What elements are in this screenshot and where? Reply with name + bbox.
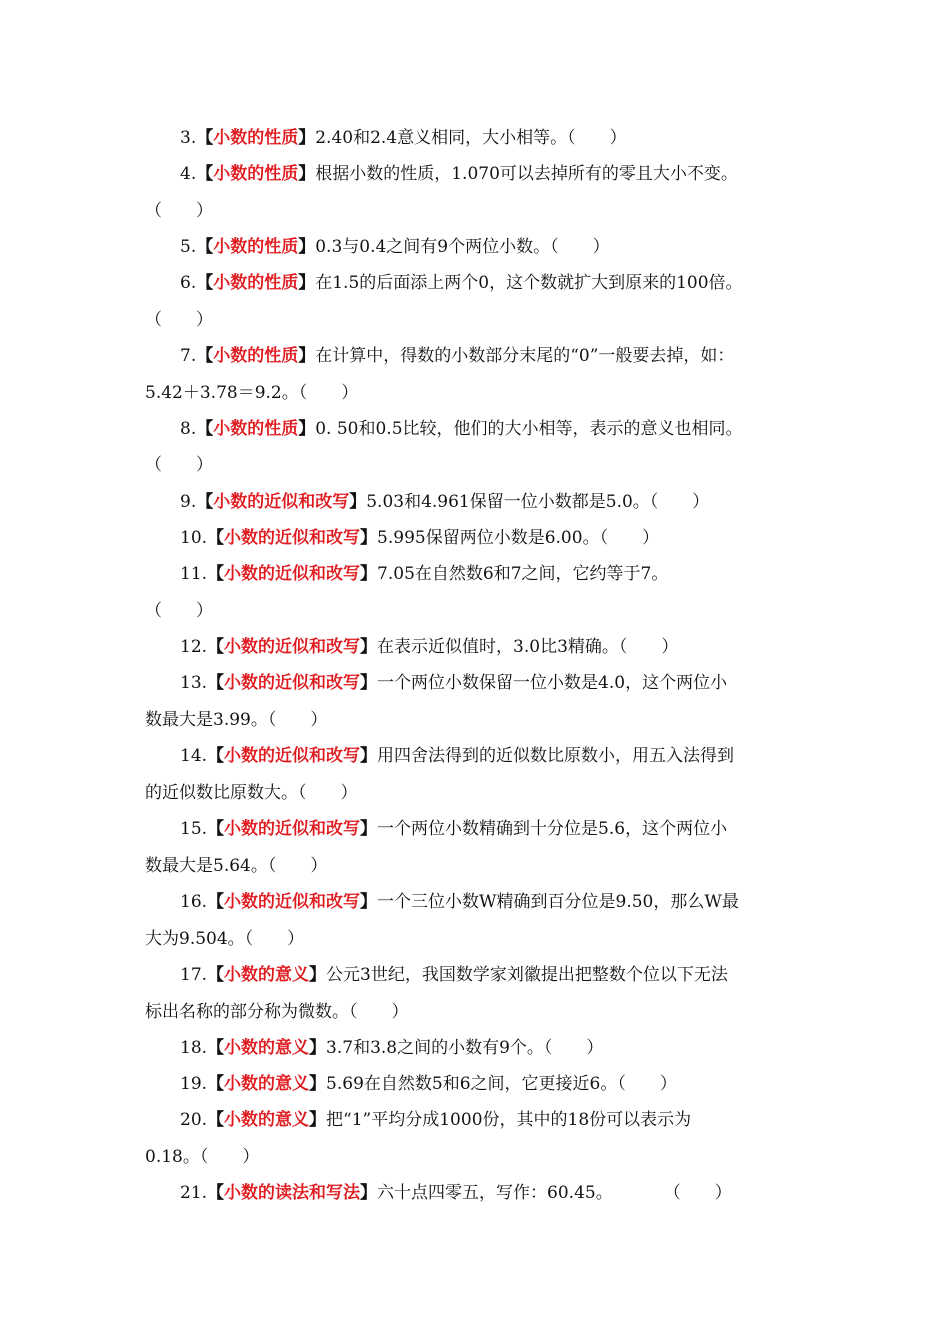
question-topic: 小数的近似和改写	[224, 673, 361, 693]
question-number: 17.	[180, 965, 208, 985]
question-topic: 小数的近似和改写	[213, 492, 350, 512]
bracket-open: 【	[196, 273, 214, 293]
bracket-open: 【	[196, 128, 214, 148]
bracket-open: 【	[207, 528, 225, 548]
bracket-close: 】	[298, 346, 316, 366]
question-8-line-1	[180, 411, 860, 447]
bracket-close: 】	[360, 746, 378, 766]
question-topic: 小数的性质	[213, 164, 299, 184]
question-number: 20.	[180, 1110, 208, 1130]
question-18-line-1	[180, 1030, 860, 1066]
question-20-line-2: 0.18。（ ）	[145, 1147, 260, 1167]
bracket-open: 【	[207, 892, 225, 912]
question-15-line-2: 数最大是5.64。（ ）	[145, 856, 328, 876]
question-number: 14.	[180, 746, 208, 766]
question-8-line-2: （ ）	[145, 455, 213, 475]
question-topic: 小数的性质	[213, 237, 299, 257]
question-number: 21.	[180, 1183, 208, 1203]
question-number: 15.	[180, 819, 208, 839]
question-3-line-1	[180, 120, 860, 156]
question-number: 5.	[180, 237, 197, 257]
bracket-close: 】	[298, 128, 316, 148]
bracket-close: 】	[309, 1038, 327, 1058]
question-number: 13.	[180, 673, 208, 693]
question-topic: 小数的近似和改写	[224, 564, 361, 584]
question-6-line-2: （ ）	[145, 310, 213, 330]
question-text: 在表示近似值时，3.0比3精确。（ ）	[377, 637, 679, 657]
question-text: 0.3与0.4之间有9个两位小数。（ ）	[315, 237, 610, 257]
question-text: 7.05在自然数6和7之间，它约等于7。	[377, 564, 669, 584]
question-7-line-2: 5.42＋3.78＝9.2。（ ）	[145, 383, 359, 403]
question-number: 16.	[180, 892, 208, 912]
question-text: 5.995保留两位小数是6.00。（ ）	[377, 528, 660, 548]
bracket-open: 【	[196, 164, 214, 184]
question-5-line-1	[180, 229, 860, 265]
question-number: 6.	[180, 273, 197, 293]
question-15-line-1	[180, 811, 860, 847]
bracket-close: 】	[309, 965, 327, 985]
question-number: 10.	[180, 528, 208, 548]
bracket-open: 【	[207, 965, 225, 985]
bracket-close: 】	[360, 673, 378, 693]
bracket-close: 】	[309, 1110, 327, 1130]
question-text: 3.7和3.8之间的小数有9个。（ ）	[326, 1038, 604, 1058]
question-11-line-1	[180, 556, 860, 592]
question-topic: 小数的意义	[224, 1110, 310, 1130]
question-topic: 小数的意义	[224, 1038, 310, 1058]
question-topic: 小数的近似和改写	[224, 892, 361, 912]
bracket-open: 【	[207, 673, 225, 693]
bracket-close: 】	[298, 419, 316, 439]
bracket-open: 【	[207, 1074, 225, 1094]
question-number: 8.	[180, 419, 197, 439]
question-text: 一个三位小数W精确到百分位是9.50，那么W最	[377, 892, 739, 912]
bracket-open: 【	[207, 637, 225, 657]
question-text: 公元3世纪，我国数学家刘徽提出把整数个位以下无法	[326, 965, 728, 985]
question-text: 一个两位小数保留一位小数是4.0，这个两位小	[377, 673, 728, 693]
question-text: 5.03和4.961保留一位小数都是5.0。（ ）	[366, 492, 710, 512]
bracket-open: 【	[207, 564, 225, 584]
question-4-line-1	[180, 156, 860, 192]
question-topic: 小数的近似和改写	[224, 819, 361, 839]
question-21-line-1	[180, 1175, 860, 1211]
bracket-close: 】	[349, 492, 367, 512]
question-17-line-1	[180, 957, 860, 993]
bracket-close: 】	[360, 564, 378, 584]
question-topic: 小数的近似和改写	[224, 746, 361, 766]
question-text: 用四舍法得到的近似数比原数小，用五入法得到	[377, 746, 735, 766]
question-11-line-2: （ ）	[145, 601, 213, 621]
question-4-line-2: （ ）	[145, 201, 213, 221]
question-6-line-1	[180, 265, 860, 301]
bracket-open: 【	[196, 346, 214, 366]
question-number: 4.	[180, 164, 197, 184]
question-topic: 小数的近似和改写	[224, 528, 361, 548]
question-number: 3.	[180, 128, 197, 148]
bracket-open: 【	[207, 1183, 225, 1203]
question-topic: 小数的意义	[224, 1074, 310, 1094]
question-20-line-1	[180, 1102, 860, 1138]
question-number: 12.	[180, 637, 208, 657]
question-text: 在1.5的后面添上两个0，这个数就扩大到原来的100倍。	[315, 273, 743, 293]
question-text: 根据小数的性质，1.070可以去掉所有的零且大小不变。	[315, 164, 738, 184]
question-number: 7.	[180, 346, 197, 366]
question-13-line-1	[180, 665, 860, 701]
bracket-close: 】	[298, 237, 316, 257]
bracket-open: 【	[196, 492, 214, 512]
question-text: 2.40和2.4意义相同，大小相等。（ ）	[315, 128, 627, 148]
question-text: 5.69在自然数5和6之间，它更接近6。（ ）	[326, 1074, 677, 1094]
question-16-line-1	[180, 884, 860, 920]
question-number: 11.	[180, 564, 208, 584]
question-text: 把“1”平均分成1000份，其中的18份可以表示为	[326, 1110, 692, 1130]
bracket-close: 】	[360, 637, 378, 657]
question-13-line-2: 数最大是3.99。（ ）	[145, 710, 328, 730]
question-number: 9.	[180, 492, 197, 512]
question-topic: 小数的性质	[213, 273, 299, 293]
bracket-open: 【	[207, 819, 225, 839]
question-9-line-1	[180, 484, 860, 520]
bracket-close: 】	[298, 273, 316, 293]
question-17-line-2: 标出名称的部分称为微数。（ ）	[145, 1002, 409, 1022]
bracket-close: 】	[360, 1183, 378, 1203]
question-topic: 小数的性质	[213, 419, 299, 439]
bracket-close: 】	[360, 892, 378, 912]
question-12-line-1	[180, 629, 860, 665]
question-topic: 小数的近似和改写	[224, 637, 361, 657]
question-7-line-1	[180, 338, 860, 374]
bracket-open: 【	[196, 419, 214, 439]
question-text: 0. 50和0.5比较，他们的大小相等，表示的意义也相同。	[315, 419, 743, 439]
bracket-close: 】	[298, 164, 316, 184]
question-topic: 小数的意义	[224, 965, 310, 985]
question-topic: 小数的性质	[213, 346, 299, 366]
bracket-open: 【	[207, 746, 225, 766]
bracket-close: 】	[309, 1074, 327, 1094]
question-16-line-2: 大为9.504。（ ）	[145, 929, 305, 949]
bracket-close: 】	[360, 528, 378, 548]
question-number: 19.	[180, 1074, 208, 1094]
bracket-open: 【	[207, 1110, 225, 1130]
bracket-open: 【	[196, 237, 214, 257]
bracket-open: 【	[207, 1038, 225, 1058]
question-14-line-1	[180, 738, 860, 774]
question-number: 18.	[180, 1038, 208, 1058]
question-14-line-2: 的近似数比原数大。（ ）	[145, 783, 358, 803]
question-topic: 小数的读法和写法	[224, 1183, 361, 1203]
bracket-close: 】	[360, 819, 378, 839]
question-19-line-1	[180, 1066, 860, 1102]
question-text: 六十点四零五，写作：60.45。 （ ）	[377, 1183, 732, 1203]
question-text: 在计算中，得数的小数部分末尾的“0”一般要去掉，如：	[315, 346, 735, 366]
question-topic: 小数的性质	[213, 128, 299, 148]
question-10-line-1	[180, 520, 860, 556]
question-text: 一个两位小数精确到十分位是5.6，这个两位小	[377, 819, 728, 839]
